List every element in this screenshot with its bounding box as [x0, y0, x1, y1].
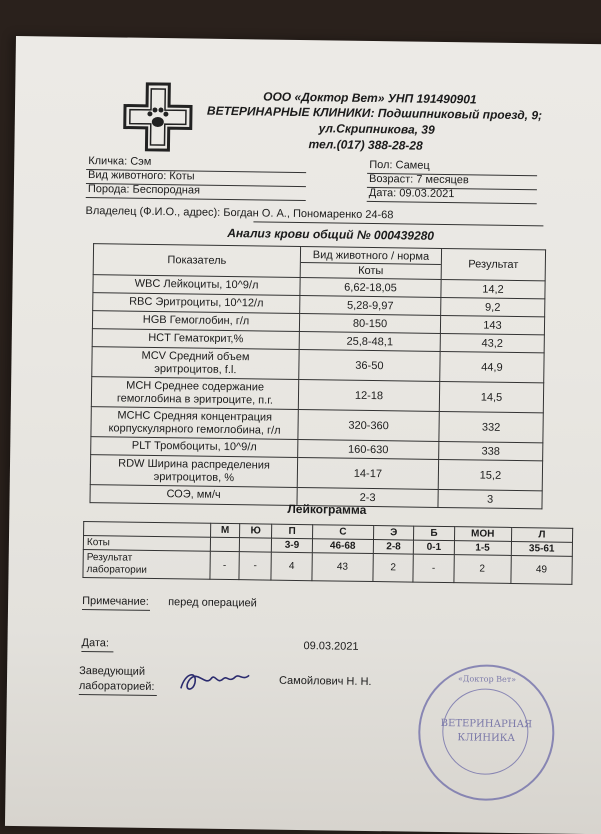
leukogram-result-cell: -	[210, 551, 239, 579]
indicator-name: WBC Лейкоциты, 10^9/л	[134, 277, 259, 292]
leukogram-result-cell: 2	[454, 555, 511, 584]
leukogram-table	[82, 521, 573, 585]
clinic-cross-logo	[122, 82, 193, 153]
leukogram-result-row	[83, 549, 572, 584]
indicator-name-line2: эритроцитов, f.l.	[154, 362, 237, 376]
leukogram-col-header: Б	[414, 526, 455, 541]
leukogram-col-header: М	[211, 523, 240, 537]
blood-rows	[90, 275, 545, 509]
stamp-ring-text: «Доктор Вет»	[457, 674, 517, 685]
result-cell: 9,2	[441, 297, 545, 316]
clinic-addresses: ВЕТЕРИНАРНЫЕ КЛИНИКИ: Подшипниковый проезд, 9;	[206, 103, 543, 123]
signature	[175, 664, 255, 699]
indicator-name: MCV Средний объем	[141, 349, 250, 363]
indicator-cell	[90, 485, 297, 506]
header-norm-species: Коты	[358, 264, 384, 277]
header-norm-top: Вид животного / норма	[301, 248, 441, 265]
leukogram-result-cell: 4	[271, 552, 312, 581]
note-value: перед операцией	[168, 596, 257, 610]
indicator-name: RDW Ширина распределения	[118, 456, 270, 472]
leukogram-result-label	[83, 549, 210, 579]
leukogram-result-cell: -	[413, 554, 454, 583]
indicator-cell	[91, 407, 298, 440]
result-cell: 14,5	[439, 381, 543, 412]
clinic-phone: тел.(017) 388-28-28	[308, 137, 423, 153]
leukogram-col-header: П	[272, 524, 313, 539]
head-name: Самойлович Н. Н.	[278, 674, 372, 689]
head-label-line1: Заведующий	[79, 664, 146, 678]
header-norm	[300, 246, 441, 279]
leukogram-norm-cell: 1-5	[454, 541, 511, 556]
leukogram-norm-cell: 2-8	[373, 540, 414, 555]
result-cell: 43,2	[440, 333, 544, 352]
patient-breed: Порода: Беспородная	[87, 183, 201, 197]
header-result: Результат	[441, 248, 545, 280]
leukogram-norm-label: Коты	[83, 535, 210, 551]
clinic-stamp	[417, 664, 555, 802]
leukogram-title: Лейкограмма	[287, 501, 367, 517]
company-name: ООО «Доктор Вет» УНП 191490901	[263, 89, 477, 107]
leukogram-result-cell: -	[239, 552, 272, 580]
indicator-name: PLT Тромбоциты, 10^9/л	[131, 439, 257, 454]
norm-cell: 5,28-9,97	[300, 295, 441, 315]
indicator-name: RBC Эритроциты, 10^12/л	[129, 295, 264, 310]
leukogram-norm-cell: 3-9	[272, 538, 313, 553]
result-cell: 143	[440, 315, 544, 334]
indicator-name: СОЭ, мм/ч	[166, 488, 221, 501]
date-label: Дата:	[81, 636, 110, 650]
leukogram-col-header: Л	[511, 527, 573, 542]
blood-results-table	[89, 243, 546, 509]
leukogram-result-cell: 43	[312, 553, 374, 582]
indicator-name: HGB Гемоглобин, г/л	[142, 313, 250, 328]
indicator-cell	[91, 377, 298, 410]
norm-cell: 12-18	[298, 379, 439, 411]
leukogram-result-cell: 2	[373, 554, 414, 583]
indicator-name: MCH Среднее содержание	[126, 379, 265, 393]
patient-sex: Пол: Самец	[369, 158, 430, 172]
patient-date: Дата: 09.03.2021	[368, 186, 455, 201]
patient-age: Возраст: 7 месяцев	[368, 172, 469, 187]
leukogram-norm-cell	[239, 538, 272, 552]
leukogram-col-header: Ю	[239, 524, 272, 538]
norm-cell: 36-50	[299, 349, 440, 381]
leukogram-col-header: С	[312, 525, 373, 540]
result-label-line1: Результат	[86, 551, 133, 564]
leukogram-norm-cell: 46-68	[312, 539, 373, 554]
norm-cell: 80-150	[299, 313, 440, 333]
norm-cell: 160-630	[298, 439, 439, 459]
clinic-street: ул.Скрипникова, 39	[318, 121, 435, 137]
result-label-line2: лаборатории	[86, 563, 147, 576]
norm-cell: 25,8-48,1	[299, 331, 440, 351]
date-value: 09.03.2021	[303, 640, 359, 653]
indicator-name-line2: эритроцитов, %	[153, 470, 235, 484]
indicator-name-line2: корпускулярного гемоглобина, г/л	[108, 421, 281, 437]
indicator-name: MCHC Средняя концентрация	[117, 408, 273, 424]
stamp-line1: ВЕТЕРИНАРНАЯ	[440, 717, 533, 731]
owner-line: Владелец (Ф.И.О., адрес): Богдан О. А., Пономаренко 24-68	[85, 204, 394, 222]
result-cell: 14,2	[441, 279, 545, 298]
leukogram-norm-cell: 0-1	[414, 540, 455, 555]
header-indicator: Показатель	[93, 244, 300, 278]
norm-cell: 320-360	[298, 409, 439, 441]
result-cell: 338	[439, 441, 543, 460]
result-cell: 15,2	[438, 459, 542, 490]
norm-cell: 2-3	[297, 487, 438, 507]
stamp-line2: КЛИНИКА	[457, 732, 516, 745]
patient-species: Вид животного: Коты	[87, 169, 195, 183]
leukogram-col-header: Э	[373, 526, 414, 541]
indicator-cell	[92, 347, 299, 380]
indicator-cell	[90, 455, 297, 488]
leukogram-norm-cell: 35-61	[511, 541, 573, 556]
leukogram-norm-cell	[210, 537, 239, 551]
indicator-name-line2: гемоглобина в эритроците, п.г.	[116, 391, 274, 407]
note-label: Примечание:	[82, 594, 149, 608]
result-cell: 332	[439, 411, 543, 442]
analysis-title: Анализ крови общий № 000439280	[227, 225, 435, 243]
leukogram-result-cell: 49	[511, 555, 573, 584]
result-cell: 44,9	[440, 351, 544, 382]
indicator-name: HCT Гематокрит,%	[148, 331, 244, 346]
document-sheet	[5, 36, 601, 834]
norm-cell: 6,62-18,05	[300, 277, 441, 297]
norm-cell: 14-17	[297, 457, 438, 489]
leukogram-col-header: МОН	[454, 527, 511, 542]
result-cell: 3	[438, 489, 542, 508]
head-label-line2: лабораторией:	[78, 679, 155, 693]
patient-nickname: Кличка: Сэм	[88, 155, 152, 168]
